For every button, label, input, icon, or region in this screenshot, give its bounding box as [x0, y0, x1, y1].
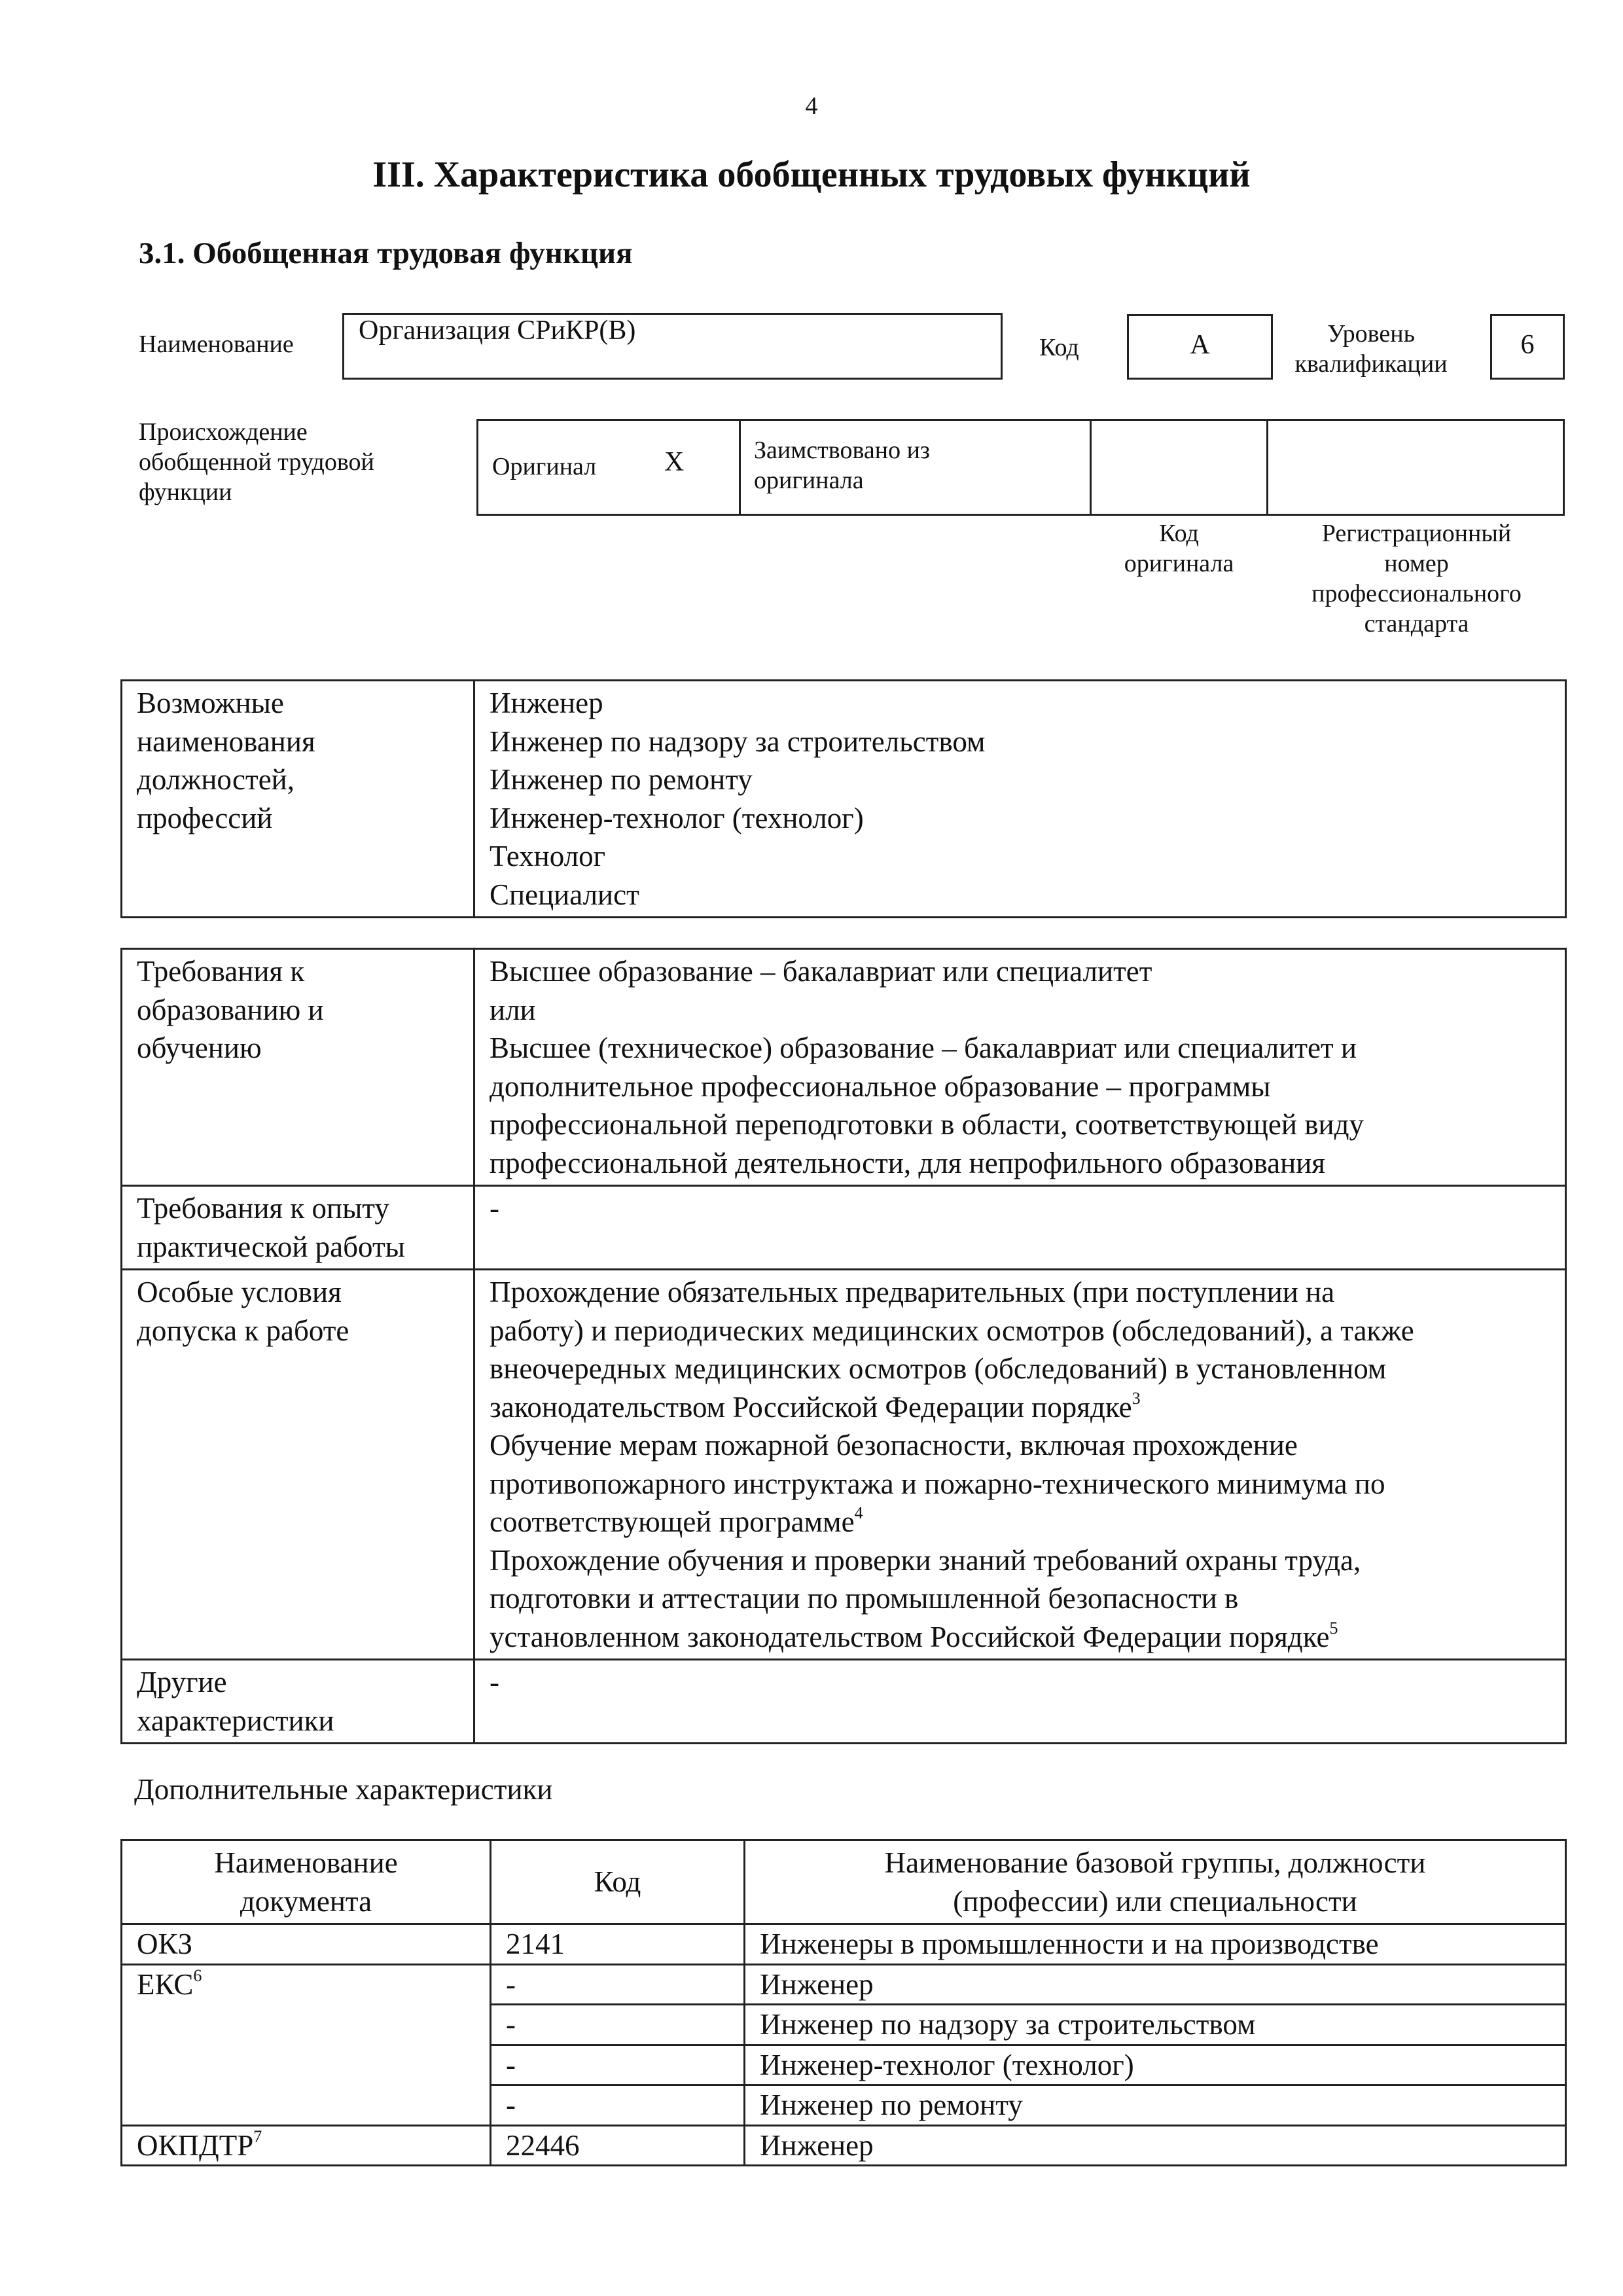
col-header-doc-line: Наименование	[214, 1846, 398, 1879]
conditions-line	[490, 1503, 1550, 1541]
positions-label	[122, 681, 474, 918]
code-caption-line1: Код	[1159, 520, 1199, 547]
positions-label-line: наименования	[137, 725, 315, 758]
borrowed-label	[754, 435, 930, 495]
positions-label-line: должностей,	[137, 763, 294, 796]
conditions-label	[122, 1270, 474, 1660]
reg-caption-line2: номер	[1384, 550, 1449, 577]
position-item: Инженер по ремонту	[490, 763, 753, 796]
name-label: Наименование	[139, 331, 294, 358]
borrowed-label-line1: Заимствовано из	[754, 437, 930, 464]
position-item: Специалист	[490, 878, 639, 911]
reg-caption-line1: Регистрационный	[1321, 520, 1512, 547]
row-doc	[122, 1964, 491, 2125]
reg-caption-line3: профессионального	[1311, 580, 1522, 607]
name-value: Организация СРиКР(В)	[359, 315, 636, 346]
experience-label-line: практической работы	[137, 1230, 405, 1263]
experience-value: -	[474, 1186, 1566, 1270]
level-value: 6	[1520, 330, 1535, 360]
education-line: профессиональной переподготовки в области, соответствующей виду	[490, 1108, 1364, 1141]
code-original-caption	[1092, 518, 1266, 579]
conditions-line-text: соответствующей программе	[490, 1505, 855, 1538]
experience-label-line: Требования к опыту	[137, 1192, 389, 1225]
conditions-label-line: допуска к работе	[137, 1314, 349, 1347]
conditions-line: подготовки и аттестации по промышленной безопасности в	[490, 1582, 1239, 1615]
education-line: дополнительное профессиональное образование – программы	[490, 1069, 1271, 1103]
row-name: Инженер-технолог (технолог)	[745, 2045, 1566, 2085]
row-doc	[122, 2125, 491, 2166]
page-number: 4	[805, 92, 818, 120]
education-line: Высшее (техническое) образование – бакалавриат или специалитет и	[490, 1031, 1357, 1064]
name-field	[342, 313, 1003, 380]
level-label-line2: квалификации	[1294, 350, 1448, 378]
other-label-line: Другие	[137, 1666, 227, 1698]
reg-number-caption	[1268, 518, 1565, 639]
conditions-line: Прохождение обязательных предварительных (при поступлении на	[490, 1276, 1335, 1308]
row-name: Инженер по надзору за строительством	[745, 2005, 1566, 2045]
row-doc	[122, 1924, 491, 1965]
experience-label	[122, 1186, 474, 1270]
col-header-group	[745, 1840, 1566, 1924]
education-label-line: обучению	[137, 1031, 262, 1064]
level-field	[1490, 314, 1565, 380]
col-header-code: Код	[491, 1840, 745, 1924]
education-label-line: Требования к	[137, 955, 305, 988]
other-label	[122, 1660, 474, 1744]
footnote-ref: 4	[854, 1503, 863, 1522]
row-name: Инженер по ремонту	[745, 2085, 1566, 2126]
row-doc-text: ОКЗ	[137, 1928, 193, 1960]
conditions-line: Обучение мерам пожарной безопасности, включая прохождение	[490, 1429, 1298, 1462]
original-label: Оригинал	[492, 453, 597, 480]
conditions-label-line: Особые условия	[137, 1276, 342, 1308]
level-label-line1: Уровень	[1327, 320, 1415, 348]
row-code: 2141	[491, 1924, 745, 1965]
row-code: -	[491, 2045, 745, 2085]
footnote-ref: 7	[253, 2126, 262, 2146]
education-label-line: образованию и	[137, 993, 324, 1026]
code-value: А	[1190, 330, 1210, 360]
row-name: Инженер	[745, 1964, 1566, 2005]
row-code: 22446	[491, 2125, 745, 2166]
conditions-line-text: установленном законодательством Российской Федерации порядке	[490, 1620, 1330, 1653]
other-label-line: характеристики	[137, 1704, 334, 1737]
row-code: -	[491, 1964, 745, 2005]
conditions-line: противопожарного инструктажа и пожарно-технического минимума по	[490, 1467, 1385, 1500]
positions-list	[474, 681, 1566, 918]
row-name: Инженеры в промышленности и на производстве	[745, 1924, 1566, 1965]
original-mark: X	[664, 447, 685, 477]
education-text	[474, 949, 1566, 1186]
origin-label-line2: обобщенной трудовой	[139, 448, 374, 476]
position-item: Инженер по надзору за строительством	[490, 725, 986, 758]
row-name: Инженер	[745, 2125, 1566, 2166]
row-doc-text: ЕКС	[137, 1967, 194, 2001]
borrowed-label-line2: оригинала	[754, 467, 864, 494]
footnote-ref: 3	[1132, 1388, 1141, 1408]
education-label	[122, 949, 474, 1186]
col-header-doc-line: документа	[240, 1884, 372, 1918]
position-item: Технолог	[490, 840, 606, 872]
subsection-title: 3.1. Обобщенная трудовая функция	[139, 236, 633, 270]
section-title: III. Характеристика обобщенных трудовых функций	[372, 154, 1251, 195]
education-line: Высшее образование – бакалавриат или специалитет	[490, 955, 1152, 988]
conditions-line	[490, 1618, 1550, 1657]
position-item: Инженер-технолог (технолог)	[490, 801, 864, 834]
row-code: -	[491, 2005, 745, 2045]
reg-caption-line4: стандарта	[1364, 610, 1469, 637]
other-value: -	[474, 1660, 1566, 1744]
positions-label-line: Возможные	[137, 687, 284, 719]
positions-table	[120, 679, 1567, 918]
additional-table	[120, 1839, 1567, 2166]
position-item: Инженер	[490, 687, 603, 719]
footnote-ref: 6	[193, 1965, 202, 1985]
positions-label-line: профессий	[137, 801, 273, 834]
code-caption-line2: оригинала	[1124, 550, 1234, 577]
conditions-text	[474, 1270, 1566, 1660]
requirements-table	[120, 948, 1567, 1744]
origin-label	[139, 417, 374, 507]
origin-table	[476, 419, 1565, 516]
additional-title: Дополнительные характеристики	[134, 1773, 553, 1806]
education-line: профессиональной деятельности, для непрофильного образования	[490, 1146, 1326, 1179]
education-line: или	[490, 993, 536, 1026]
footnote-ref: 5	[1329, 1618, 1338, 1638]
conditions-line: Прохождение обучения и проверки знаний требований охраны труда,	[490, 1543, 1361, 1577]
col-header-group-line: Наименование базовой группы, должности	[884, 1846, 1426, 1879]
row-code: -	[491, 2085, 745, 2126]
code-label: Код	[1039, 334, 1079, 361]
origin-label-line1: Происхождение	[139, 418, 308, 446]
col-header-group-line: (профессии) или специальности	[953, 1884, 1357, 1918]
conditions-line: внеочередных медицинских осмотров (обследований) в установленном	[490, 1352, 1387, 1385]
origin-label-line3: функции	[139, 478, 232, 506]
conditions-line: работу) и периодических медицинских осмотров (обследований), а также	[490, 1314, 1414, 1347]
level-label	[1286, 319, 1456, 379]
conditions-line-text: законодательством Российской Федерации порядке	[490, 1390, 1132, 1424]
col-header-doc	[122, 1840, 491, 1924]
conditions-line	[490, 1388, 1550, 1427]
row-doc-text: ОКПДТР	[137, 2128, 254, 2162]
code-field	[1127, 314, 1273, 380]
